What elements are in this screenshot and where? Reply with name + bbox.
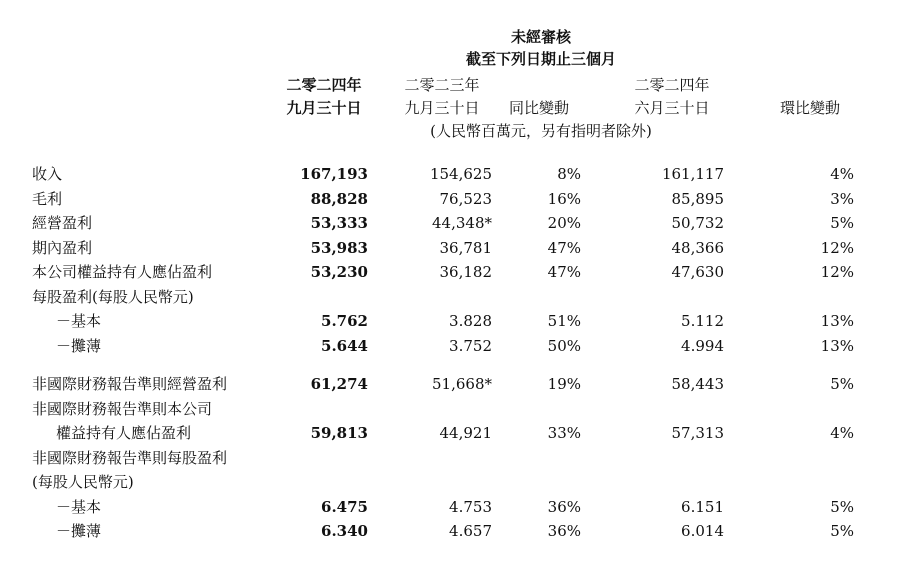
- col3-header: 同比變動: [508, 99, 570, 117]
- col1-year: 二零二四年: [286, 76, 362, 94]
- value-2024q2: 50,732: [671, 214, 724, 232]
- value-qoq: 5%: [830, 375, 854, 393]
- value-2024q2: 5.112: [681, 312, 724, 330]
- value-2023q3: [368, 397, 492, 422]
- table-row: [0, 495, 854, 520]
- value-2023q3: 4.657: [449, 522, 492, 540]
- value-2024q3: 59,813: [310, 424, 368, 442]
- value-2024q2: 85,895: [671, 189, 724, 208]
- col4-year: 二零二四年: [634, 76, 710, 94]
- value-qoq: 12%: [820, 263, 854, 281]
- value-2024q3: [280, 397, 368, 422]
- value-2024q3: [280, 285, 368, 310]
- value-qoq: [724, 470, 854, 495]
- value-2024q3: 61,274: [310, 375, 368, 393]
- value-qoq: 13%: [820, 336, 854, 355]
- row-label: －基本: [56, 312, 102, 330]
- value-2023q3: 154,625: [429, 165, 492, 183]
- table-row: [0, 260, 854, 285]
- value-qoq: 3%: [830, 189, 854, 208]
- value-yoy: 36%: [547, 522, 581, 540]
- value-yoy: [492, 285, 581, 310]
- value-2023q3: [368, 470, 492, 495]
- row-label: 期內盈利: [32, 238, 93, 257]
- value-2023q3: 4.753: [449, 497, 492, 516]
- value-2023q3: [368, 285, 492, 310]
- value-yoy: 20%: [547, 214, 581, 232]
- value-2023q3: 3.752: [449, 336, 492, 355]
- value-2024q2: [581, 446, 724, 471]
- table-row: [0, 470, 854, 495]
- value-2024q2: 161,117: [661, 165, 724, 183]
- col2-year: 二零二三年: [404, 76, 480, 94]
- section-spacer: [0, 358, 854, 372]
- row-label: 毛利: [32, 189, 63, 208]
- value-2024q2: 58,443: [671, 375, 724, 393]
- row-label: (每股人民幣元): [32, 473, 134, 491]
- value-qoq: [724, 285, 854, 310]
- table-row: [0, 285, 854, 310]
- value-2024q3: 6.475: [321, 497, 368, 516]
- value-2023q3: 44,921: [439, 424, 492, 442]
- value-yoy: 50%: [547, 336, 581, 355]
- value-yoy: 8%: [557, 165, 581, 183]
- table-row: [0, 519, 854, 544]
- value-2024q2: 6.151: [681, 497, 724, 516]
- value-yoy: [492, 470, 581, 495]
- value-2023q3: 3.828: [449, 312, 492, 330]
- col2-date: 九月三十日: [404, 99, 480, 117]
- value-2023q3: 51,668*: [432, 375, 492, 393]
- table-row: [0, 421, 854, 446]
- value-qoq: 5%: [830, 522, 854, 540]
- value-2024q2: 6.014: [681, 522, 724, 540]
- row-label: 權益持有人應佔盈利: [56, 424, 192, 442]
- period-heading: 截至下列日期止三個月: [465, 50, 617, 68]
- value-2024q2: 57,313: [671, 424, 724, 442]
- value-2024q3: 53,983: [310, 238, 368, 257]
- row-label: －攤薄: [56, 336, 102, 355]
- value-yoy: 33%: [547, 424, 581, 442]
- value-2023q3: [368, 446, 492, 471]
- value-yoy: 47%: [547, 238, 581, 257]
- unaudited-heading: 未經審核: [510, 28, 572, 46]
- value-2024q3: 53,230: [310, 263, 368, 281]
- value-2024q3: [280, 446, 368, 471]
- table-row: [0, 446, 854, 471]
- value-2023q3: 44,348*: [432, 214, 492, 232]
- row-label: 非國際財務報告準則本公司: [32, 399, 213, 418]
- value-2023q3: 36,781: [439, 238, 492, 257]
- row-label: 經營盈利: [32, 214, 93, 232]
- value-yoy: 51%: [547, 312, 581, 330]
- value-qoq: [724, 397, 854, 422]
- value-qoq: [724, 446, 854, 471]
- value-yoy: 19%: [547, 375, 581, 393]
- table-row: [0, 309, 854, 334]
- value-2024q3: 6.340: [321, 522, 368, 540]
- value-2024q3: 53,333: [310, 214, 368, 232]
- value-yoy: [492, 446, 581, 471]
- col5-header: 環比變動: [779, 99, 841, 117]
- value-2024q3: 5.762: [321, 312, 368, 330]
- value-2024q3: 5.644: [321, 336, 368, 355]
- table-row: [0, 187, 854, 212]
- value-2024q2: 48,366: [671, 238, 724, 257]
- row-label: 本公司權益持有人應佔盈利: [32, 263, 213, 281]
- value-2024q2: [581, 285, 724, 310]
- value-qoq: 4%: [830, 424, 854, 442]
- value-2024q3: 167,193: [300, 165, 368, 183]
- value-yoy: [492, 397, 581, 422]
- value-qoq: 5%: [830, 214, 854, 232]
- row-label: 非國際財務報告準則每股盈利: [32, 448, 228, 467]
- col4-date: 六月三十日: [634, 99, 710, 117]
- col1-date: 九月三十日: [286, 99, 362, 117]
- row-label: 收入: [32, 165, 63, 183]
- table-row: [0, 162, 854, 187]
- value-2024q3: [280, 470, 368, 495]
- table-row: [0, 372, 854, 397]
- value-yoy: 36%: [547, 497, 581, 516]
- value-qoq: 4%: [830, 165, 854, 183]
- value-qoq: 5%: [830, 497, 854, 516]
- value-2024q2: [581, 397, 724, 422]
- row-label: 非國際財務報告準則經營盈利: [32, 375, 228, 393]
- value-2024q2: 4.994: [681, 336, 724, 355]
- value-2024q3: 88,828: [310, 189, 368, 208]
- value-2023q3: 36,182: [439, 263, 492, 281]
- table-row: [0, 334, 854, 359]
- value-yoy: 47%: [547, 263, 581, 281]
- financial-table: [0, 162, 854, 544]
- unit-note: (人民幣百萬元，另有指明者除外): [430, 122, 652, 140]
- row-label: 每股盈利(每股人民幣元): [32, 287, 194, 306]
- value-qoq: 12%: [820, 238, 854, 257]
- value-qoq: 13%: [820, 312, 854, 330]
- row-label: －攤薄: [56, 522, 102, 540]
- table-row: [0, 397, 854, 422]
- value-2023q3: 76,523: [439, 189, 492, 208]
- table-row: [0, 211, 854, 236]
- value-2024q2: [581, 470, 724, 495]
- table-row: [0, 236, 854, 261]
- row-label: －基本: [56, 497, 102, 516]
- value-yoy: 16%: [547, 189, 581, 208]
- value-2024q2: 47,630: [671, 263, 724, 281]
